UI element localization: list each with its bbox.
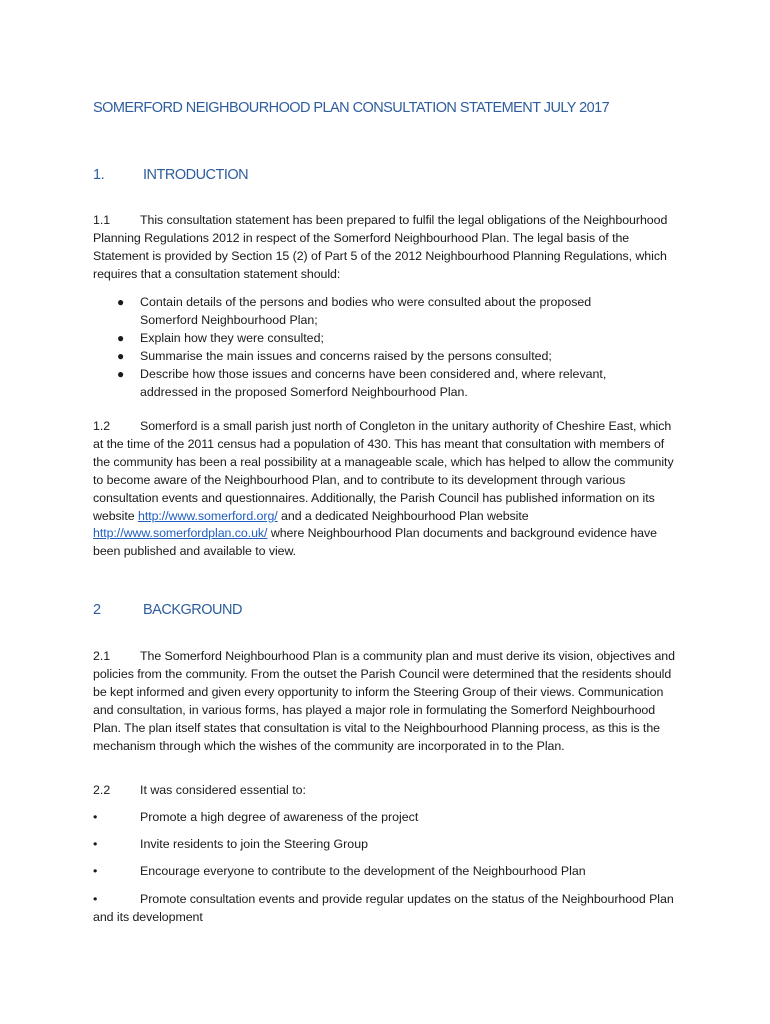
paragraph-2-1 [93, 648, 683, 755]
section-number: 1. [93, 167, 105, 183]
paragraph-number: 2.1 [93, 649, 111, 663]
aim-item: • Encourage everyone to contribute to the development of the Neighbourhood Plan [93, 863, 586, 881]
bullet-icon: • [93, 837, 98, 851]
document-title: SOMERFORD NEIGHBOURHOOD PLAN CONSULTATION STATEMENT JULY 2017 [93, 100, 610, 116]
list-item: ● Summarise the main issues and concerns raised by the persons consulted; [110, 348, 630, 366]
section-title: BACKGROUND [143, 602, 242, 618]
section-number: 2 [93, 602, 101, 618]
paragraph-number: 1.2 [93, 419, 111, 433]
bullet-icon: • [93, 864, 98, 878]
list-item: ● Describe how those issues and concerns have been considered and, where relevant, addressed in the proposed Somerford Neighbourhood Plan. [117, 366, 607, 399]
section-heading-background [93, 602, 242, 618]
paragraph-number: 2.2 [93, 783, 111, 797]
paragraph-number: 1.1 [93, 213, 111, 227]
bullet-icon: ● [117, 348, 125, 363]
parish-website-link[interactable]: http://www.somerford.org/ [137, 508, 278, 523]
section-title: INTRODUCTION [143, 167, 249, 183]
requirements-list [110, 294, 630, 401]
list-item: ● Explain how they were consulted; [110, 330, 630, 348]
plan-website-link[interactable]: http://www.somerfordplan.co.uk/ [93, 526, 268, 541]
paragraph-1-2: 1.2 Somerford is a small parish just north of Congleton in the unitary authority of Cheshire East, which at the time of the 2011 census had a population of 430. This has meant that consultation with members of the community has been a real possibility at a manageable scale, which has helped to allow the community to become aware of the Neighbourhood Plan, and to contribute to its development through various consultation events and questionnaires. Additionally, the Parish Council has published information on its website http://www.somerford.org/ and a dedicated Neighbourhood Plan website http://www.somerfordplan.co.uk/ where Neighbourhood Plan documents and background evidence have been published and available to view. [93, 419, 674, 559]
paragraph-text: This consultation statement has been prepared to fulfil the legal obligations of the Neighbourhood Planning Regulations 2012 in respect of the Somerford Neighbourhood Plan. The legal basis of the Statement is provided by Section 15 (2) of Part 5 of the 2012 Neighbourhood Planning Regulations, which requires that a consultation statement should: [93, 213, 668, 281]
paragraph-text: The Somerford Neighbourhood Plan is a community plan and must derive its vision, objectives and policies from the community. From the outset the Parish Council were determined that the residents should be kept informed and given every opportunity to inform the Steering Group of their views. Communication and consultation, in various forms, has played a major role in formulating the Somerford Neighbourhood Plan. The plan itself states that consultation is vital to the Neighbourhood Planning process, as this is the mechanism through which the wishes of the community are incorporated in to the Plan. [93, 649, 675, 753]
aim-item: • Invite residents to join the Steering Group [93, 836, 368, 854]
paragraph-1-1 [93, 212, 683, 284]
list-item: ● Contain details of the persons and bodies who were consulted about the proposed Somerford Neighbourhood Plan; [117, 295, 592, 327]
bullet-icon: ● [117, 366, 125, 381]
bullet-icon: • [93, 810, 98, 824]
bullet-icon: ● [117, 330, 125, 345]
bullet-icon: • [93, 892, 98, 906]
section-heading-introduction [93, 167, 248, 183]
bullet-icon: ● [117, 295, 125, 309]
aim-item: • Promote consultation events and provide regular updates on the status of the Neighbourhood Plan and its development [93, 892, 674, 924]
aim-item: • Promote a high degree of awareness of the project [93, 809, 418, 827]
paragraph-2-2: 2.2 It was considered essential to: [93, 782, 306, 800]
